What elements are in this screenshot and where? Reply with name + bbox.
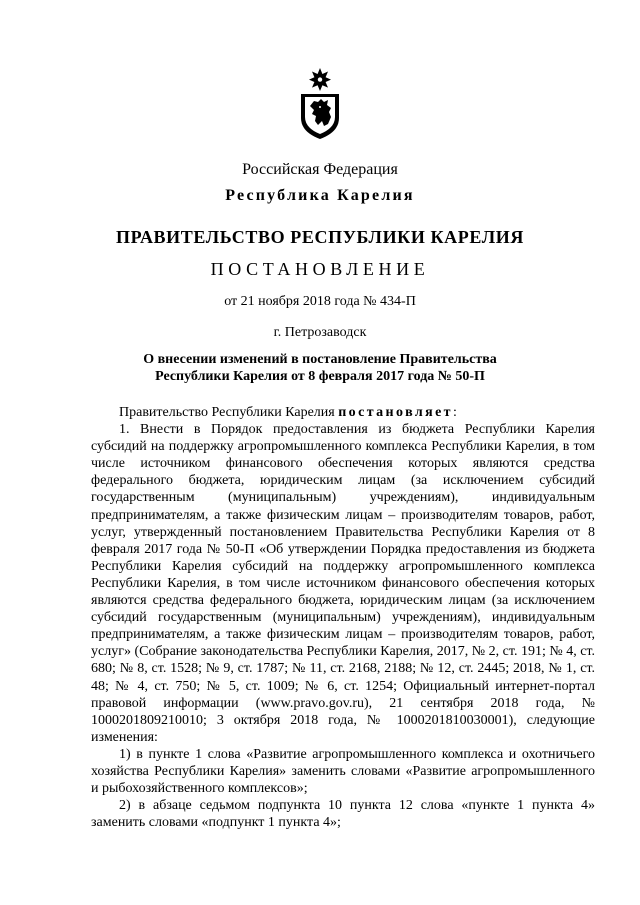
item-1-paragraph: 1. Внести в Порядок предоставления из бюджета Республики Карелия субсидий на поддержку агропромышленного комплекса Республики Карелия, в том числе источником финансового обеспечения которых являются средства федерального бюджета, юридическим лицам (за исключением субсидий государственным (муниципальным) учреждениям), индивидуальным предпринимателям, а также физическим лицам – производителям товаров, работ, услуг, утвержденный постановлением Правительства Республики Карелия от 8 февраля 2017 года № 50-П «Об утверждении Порядка предоставления из бюджета Республики Карелия субсидий на поддержку агропромышленного комплекса Республики Карелия, в том числе источником финансового обеспечения которых являются средства федерального бюджета, юридическим лицам (за исключением субсидий государственным (муниципальным) учреждениям), индивидуальным предпринимателям, а также физическим лицам – производителям товаров, работ, услуг» (Собрание законодательства Республики Карелия, 2017, № 2, ст. 191; № 4, ст. 680; № 8, ст. 1528; № 9, ст. 1787; № 11, ст. 2168, 2188; № 12, ст. 2445; 2018, № 1, ст. 48; № 4, ст. 750; № 5, ст. 1009; № 6, ст. 1254; Официальный интернет-портал правовой информации (www.pravo.gov.ru), 21 сентября 2018 года, № 1000201809210010; 3 октября 2018 года, № 1000201810030001), следующие изменения: xyxy=(91,422,595,745)
intro-tail: : xyxy=(452,405,457,420)
intro-paragraph xyxy=(91,404,595,421)
karelia-coat-of-arms-icon xyxy=(298,66,342,140)
subject-line-1: О внесении изменений в постановление Правительства xyxy=(143,352,497,367)
intro-lead: Правительство Республики Карелия xyxy=(119,405,339,420)
intro-keyword: постановляет xyxy=(338,405,453,420)
country-name: Российская Федерация xyxy=(242,161,398,178)
document-subject xyxy=(0,351,640,385)
document-body xyxy=(91,404,595,831)
subitem-2-paragraph: 2) в абзаце седьмом подпункта 10 пункта 12 слова «пункте 1 пункта 4» заменить словами «подпункт 1 пункта 4»; xyxy=(91,798,595,831)
subject-line-2: Республики Карелия от 8 февраля 2017 года № 50-П xyxy=(155,369,485,384)
subitem-1-paragraph: 1) в пункте 1 слова «Развитие агропромышленного комплекса и охотничьего хозяйства Республики Карелия» заменить словами «Развитие агропромышленного и рыбохозяйственного комплексов»; xyxy=(91,746,595,797)
document-city: г. Петрозаводск xyxy=(273,325,367,340)
government-title: ПРАВИТЕЛЬСТВО РЕСПУБЛИКИ КАРЕЛИЯ xyxy=(116,227,524,247)
document-type: ПОСТАНОВЛЕНИЕ xyxy=(210,259,430,279)
document-date-number: от 21 ноября 2018 года № 434-П xyxy=(224,294,416,309)
republic-name: Республика Карелия xyxy=(225,187,415,204)
